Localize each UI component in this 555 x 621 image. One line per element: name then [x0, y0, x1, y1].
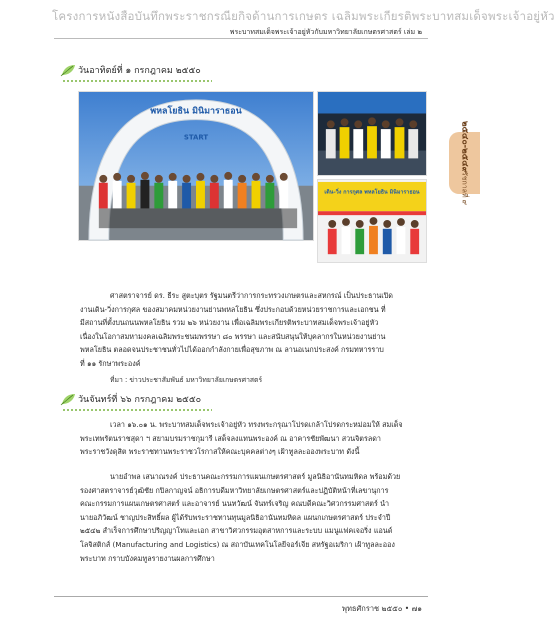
paragraph-line: คณะกรรมการแผนเกษตรศาสตร์ และอาจารย์ นนทวัฒน์ จันทร์เจริญ คณบดีคณะวิศวกรรมศาสตร์ นำ [80, 499, 390, 509]
paragraph-line: เวลา ๑๖.๐๑ น. พระบาทสมเด็จพระเจ้าอยู่หัว ทรงพระกรุณาโปรดเกล้าโปรดกระหม่อมให้ สมเด็จ [110, 420, 403, 429]
leaf-icon [60, 392, 76, 406]
side-tab-label: รัชกาลที่ ๙ [460, 172, 469, 206]
paragraph-line: พหลโยธิน ตลอดจนประชาชนทั่วไปได้ออกกำลังกายเพื่อสุขภาพ ณ ลานอเนกประสงค์ กรมทหารราบ [80, 345, 384, 355]
paragraph-line: มีสถานที่ตั้งบนถนนพหลโยธิน รวม ๒๖ หน่วยงาน เพื่อเฉลิมพระเกียรติพระบาทสมเด็จพระเจ้าอยู่หัว [80, 318, 379, 328]
page-footer: พุทธศักราช ๒๕๕๐ • ๗๑ [342, 604, 422, 613]
section1-dotted-rule [62, 80, 212, 82]
section1-paragraph [80, 289, 424, 371]
officials-stage-photo [317, 91, 427, 176]
arch-banner-text: พหลโยธิน มินิมาราธอน [150, 106, 242, 117]
header-divider [54, 38, 428, 39]
section2-paragraph-1 [80, 418, 424, 459]
paragraph-line: ที่ ๑๑ รักษาพระองค์ [80, 358, 141, 368]
running-header-title: โครงการหนังสือบันทึกพระราชกรณียกิจด้านการเกษตร เฉลิมพระเกียรติพระบาทสมเด็จพระเจ้าอยู่หัว [52, 9, 555, 23]
section1-heading [60, 62, 201, 78]
section2-dotted-rule [62, 409, 212, 411]
paragraph-line: นายอำพล เสนาณรงค์ ประธานคณะกรรมการแผนเกษตรศาสตร์ มูลนิธิอานันทมหิดล พร้อมด้วย [110, 472, 401, 481]
paragraph-line: รองศาสตราจารย์วุฒิชัย กปิลกาญจน์ อธิการบดีมหาวิทยาลัยเกษตรศาสตร์และปฏิบัติหน้าที่เลขานุการ [80, 485, 389, 495]
section2-date: วันจันทร์ที่ ๖๖ กรกฎาคม ๒๕๕๐ [78, 395, 202, 405]
paragraph-line: พระบาท กราบบังคมทูลรายงานผลการศึกษา [80, 553, 215, 563]
footer-divider [54, 596, 428, 597]
paragraph-line: นายอภิวัฒน์ ชาญประสิทธิ์ผล ผู้ได้รับพระราชทานทุนมูลนิธิอานันทมหิดล แผนกเกษตรศาสตร์ ประจำปี [80, 512, 391, 522]
section2-paragraph-2 [80, 470, 424, 565]
running-header-subtitle: พระบาทสมเด็จพระเจ้าอยู่หัวกับมหาวิทยาลัยเกษตรศาสตร์ เล่ม ๒ [229, 28, 422, 36]
chapter-side-tab [449, 120, 480, 206]
leaf-icon [60, 63, 76, 77]
paragraph-line: โลจิสติกส์ (Manufacturing and Logistics) ณ สถาบันเทคโนโลยีจอร์เจีย สหรัฐอเมริกา เฝ้าทูลละออง [80, 539, 395, 549]
side-tab-year: ๒๕๔๐-๒๕๔๙ [459, 120, 470, 173]
paragraph-line: ๒๕๔๒ สำเร็จการศึกษาปริญญาโทและเอก สาขาวิศวกรรมอุตสาหการและระบบ แมนูแฟคเจอริ่ง แอนด์ [80, 526, 393, 536]
section1-date: วันอาทิตย์ที่ ๑ กรกฎาคม ๒๕๕๐ [78, 66, 201, 76]
section2-heading [60, 391, 201, 407]
paragraph-line: เนื่องในโอกาสมหามงคลเฉลิมพระชนมพรรษา ๘๐ พรรษา และสนับสนุนให้บุคลากรในหน่วยงานย่าน [80, 331, 386, 341]
marathon-start-arch-photo [78, 91, 314, 241]
arch-start-text: START [183, 133, 209, 142]
paragraph-line: พระเทพรัตนราชสุดา ฯ สยามบรมราชกุมารี เสด็จลงแทนพระองค์ ณ อาคารชัยพัฒนา สวนจิตรลดา [80, 433, 381, 443]
paragraph-line: พระราชวังดุสิต พระราชทานพระราชวโรกาสให้คณะบุคคลต่างๆ เฝ้าทูลละอองพระบาท ดังนี้ [80, 447, 360, 457]
section1-source: ที่มา : ข่าวประชาสัมพันธ์ มหาวิทยาลัยเกษตรศาสตร์ [110, 376, 263, 384]
paragraph-line: งานเดิน-วิ่งการกุศล ของสมาคมหน่วยงานย่านพหลโยธิน ซึ่งประกอบด้วยหน่วยราชการและเอกชน ที่ [80, 304, 386, 314]
charity-banner-photo [317, 179, 427, 263]
charity-banner-text: เดิน-วิ่ง การกุศล พหลโยธิน มินิมาราธอน [324, 189, 420, 196]
paragraph-line: ศาสตราจารย์ ดร. ธีระ สูตะบุตร รัฐมนตรีว่าการกระทรวงเกษตรและสหกรณ์ เป็นประธานเปิด [110, 291, 393, 300]
